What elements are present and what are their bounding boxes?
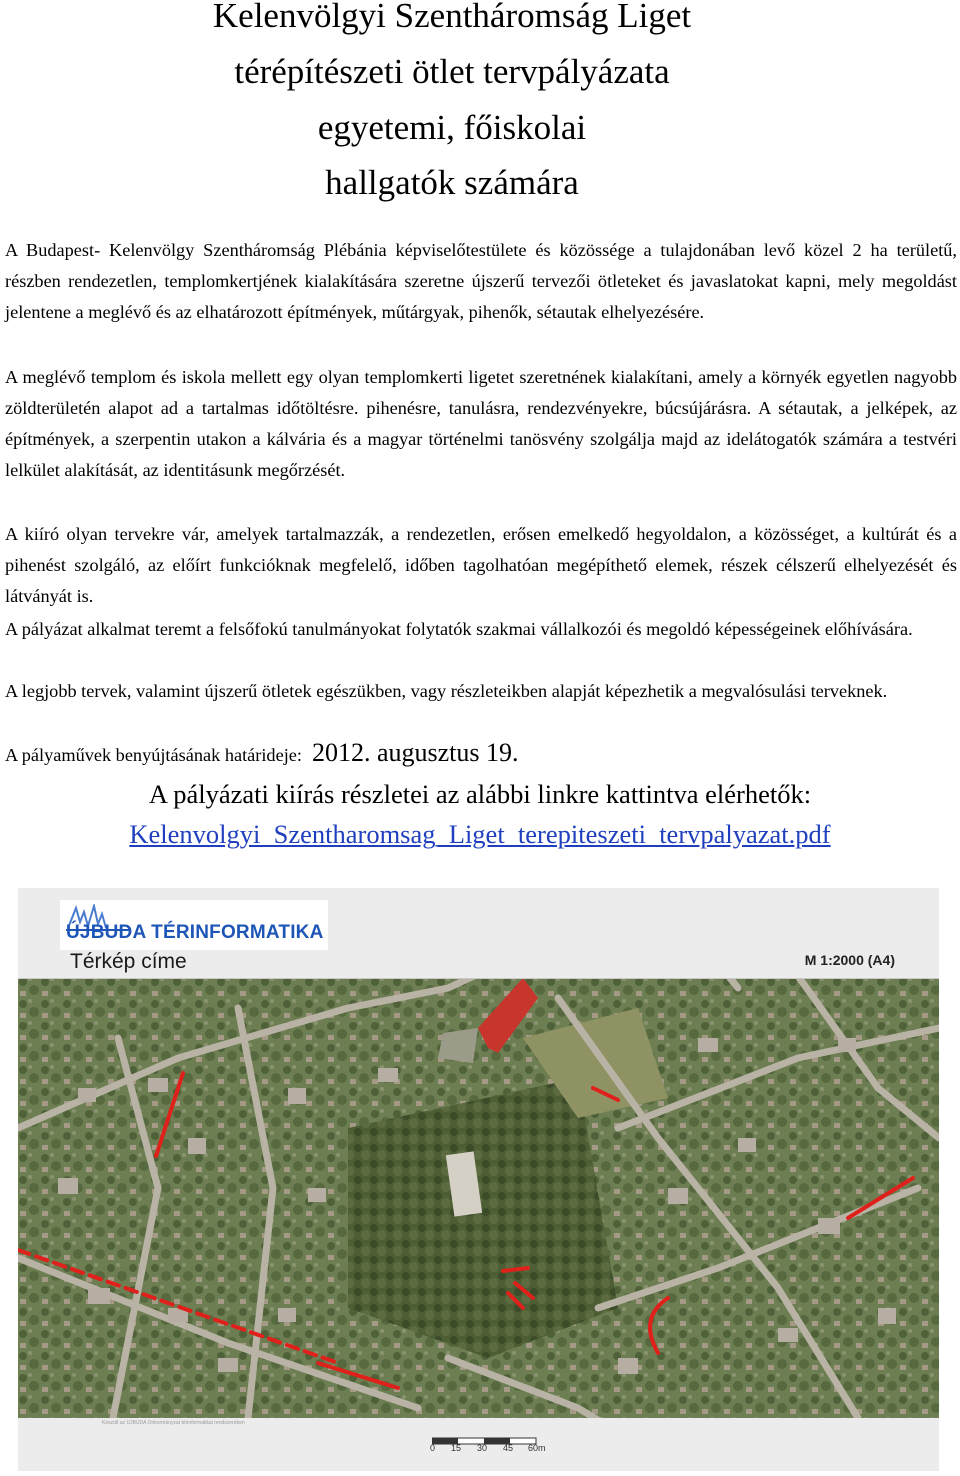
map-credit: Készült az ÚJBUDA Önkormányzat térinformatikai rendszerében bbox=[102, 1420, 245, 1426]
deadline-label: A pályaművek benyújtásának határideje: bbox=[5, 745, 302, 765]
map-scale: M 1:2000 (A4) bbox=[804, 952, 895, 968]
deadline-date: 2012. augusztus 19. bbox=[311, 738, 519, 767]
map-header bbox=[18, 888, 939, 979]
scale-label-15: 15 bbox=[451, 1443, 462, 1453]
paragraph-intro: A Budapest- Kelenvölgy Szentháromság Plébánia képviselőtestülete és közössége a tulajdonában levő közel 2 ha területű, részben rendezetlen, templomkertjének kialakítására szeretne újszerű tervezői ötleteket és javaslatokat kapni, mely megoldást jelentene a meglévő és az elhatározott építmények, műtárgyak, pihenők, sétautak elhelyezésére. bbox=[5, 240, 957, 323]
map-image bbox=[18, 888, 939, 1471]
title-line-4: hallgatók számára bbox=[325, 163, 579, 202]
body-text-2 bbox=[5, 362, 957, 486]
scale-label-0: 0 bbox=[430, 1443, 436, 1453]
title-line-2: térépítészeti ötlet tervpályázata bbox=[234, 52, 670, 91]
deadline bbox=[5, 736, 519, 772]
body-text bbox=[5, 235, 957, 328]
pdf-link[interactable]: Kelenvolgyi_Szentharomsag_Liget_terepiteszeti_tervpalyazat.pdf bbox=[129, 819, 831, 849]
paragraph-park: A meglévő templom és iskola mellett egy olyan templomkerti ligetet szeretnének kialakítani, amely a környék egyetlen nagyobb zöldterületén alapot ad a tartalmas időtöltésre. pihenésre, tanulásra, rendezvényekre, búcsújárásra. A sétautak, a jelképek, az építmények, a szerpentin utakon a kálvária és a magyar történelmi tanösvény szolgálja majd az idelátogatók számára a testvéri lelkület alakítását, az identitásunk megőrzését. bbox=[5, 367, 957, 481]
title-line-1: Kelenvölgyi Szentháromság Liget bbox=[212, 0, 692, 35]
pdf-link-wrapper bbox=[0, 817, 960, 851]
paragraph-opportunity: A pályázat alkalmat teremt a felsőfokú tanulmányokat folytatók szakmai vállalkozói és megoldó képességeinek előhívására. bbox=[5, 619, 913, 639]
paragraph-best-plans: A legjobb tervek, valamint újszerű ötletek egészükben, vagy részleteikben alapját képezhetik a megvalósulási terveknek. bbox=[5, 681, 888, 701]
scale-label-45: 45 bbox=[503, 1443, 514, 1453]
body-text-3 bbox=[5, 519, 957, 612]
map-logo-text: ÚJBUDA TÉRINFORMATIKA bbox=[66, 922, 324, 943]
scale-label-60: 60m bbox=[528, 1443, 546, 1453]
map-title: Térkép címe bbox=[70, 950, 187, 973]
scale-label-30: 30 bbox=[477, 1443, 488, 1453]
body-text-4 bbox=[5, 614, 957, 645]
paragraph-requirements: A kiíró olyan tervekre vár, amelyek tartalmazzák, a rendezetlen, erősen emelkedő hegyoldalon, a közösséget, a kultúrát és a pihenést szolgáló, az előírt funkcióknak megfelelő, időben tagolhatóan megépíthető elemek, részek célszerű elhelyezését és látványát is. bbox=[5, 524, 957, 607]
details-text: A pályázati kiírás részletei az alábbi linkre kattintva elérhetők: bbox=[148, 779, 812, 809]
title-line-3: egyetemi, főiskolai bbox=[317, 108, 587, 147]
body-text-5 bbox=[5, 676, 957, 707]
map-footer bbox=[18, 1418, 939, 1471]
